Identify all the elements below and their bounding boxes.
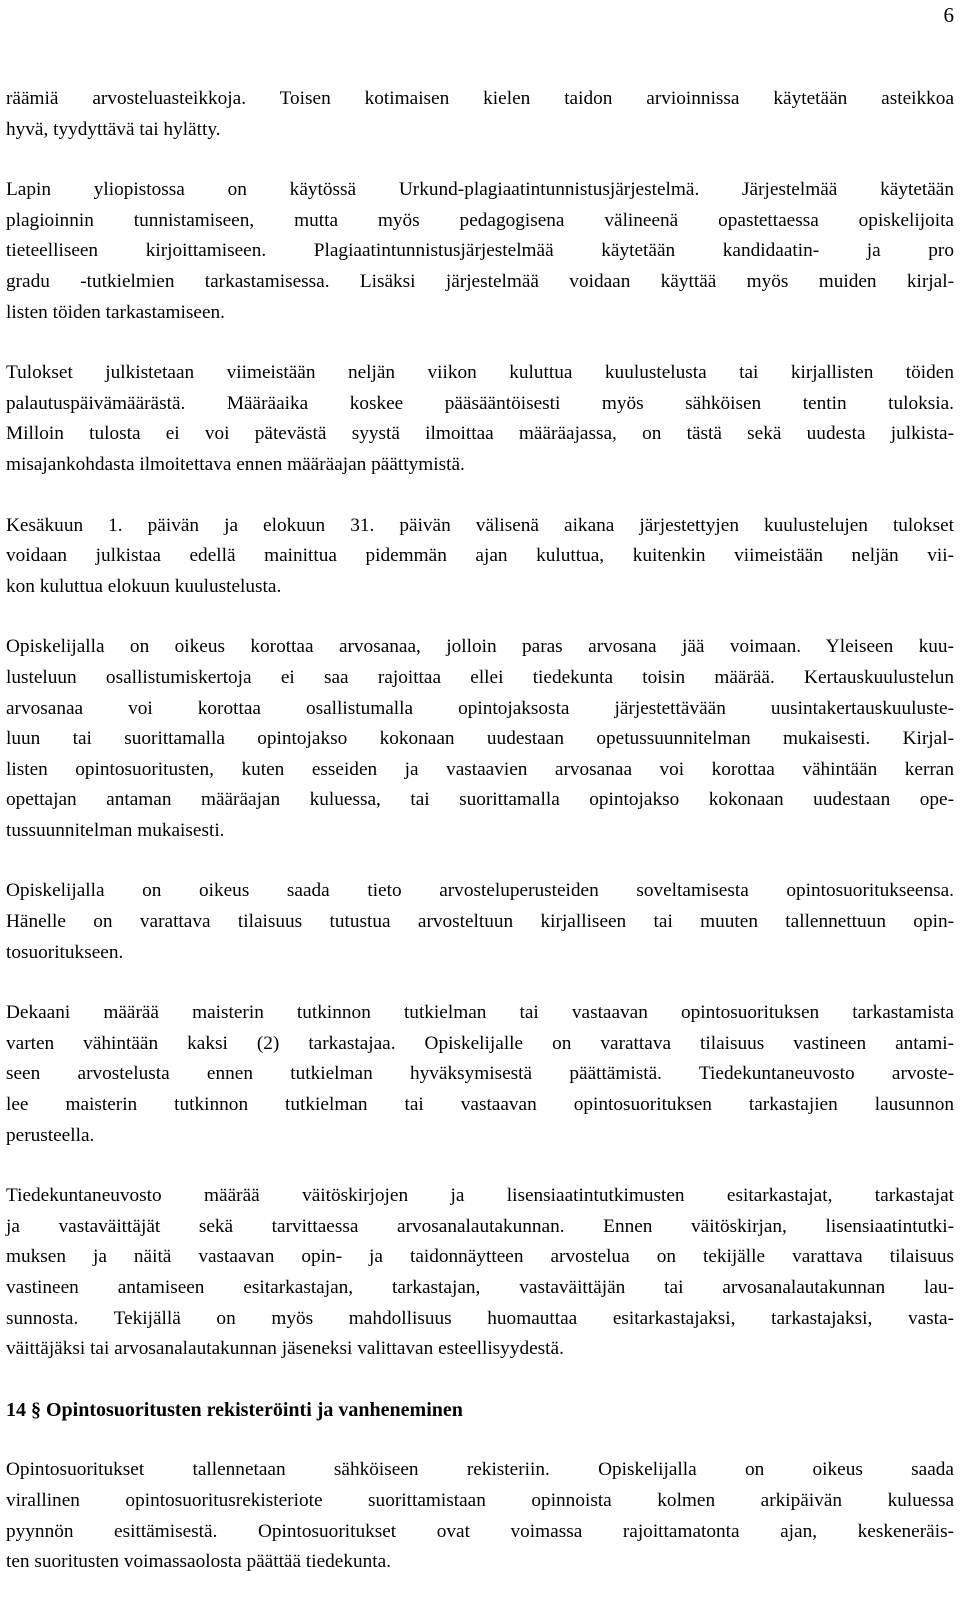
text-line: listen opintosuoritusten, kuten esseiden ja vastaavien arvosanaa voi korottaa vähintään kerran bbox=[6, 758, 954, 780]
text-line: Hänelle on varattava tilaisuus tutustua arvosteltuun kirjalliseen tai muuten tallennettuun opin- bbox=[6, 911, 954, 933]
text-line: väittäjäksi tai arvosanalautakunnan jäseneksi valittavan esteellisyydestä. bbox=[6, 1338, 564, 1360]
paragraph-grading-scales bbox=[6, 84, 954, 145]
text-line: Opintosuoritukset tallennetaan sähköiseen rekisteriin. Opiskelijalla on oikeus saada bbox=[6, 1459, 954, 1481]
paragraph-dissertation-examiners bbox=[6, 1181, 954, 1365]
text-line: perusteella. bbox=[6, 1124, 95, 1146]
text-line: Tulokset julkistetaan viimeistään neljän viikon kuluttua kuulustelusta tai kirjallisten töiden bbox=[6, 362, 954, 384]
text-line: Tiedekuntaneuvosto määrää väitöskirjojen ja lisensiaatintutkimusten esitarkastajat, tarkastajat bbox=[6, 1185, 954, 1207]
text-line: Dekaani määrää maisterin tutkinnon tutkielman tai vastaavan opintosuorituksen tarkastamista bbox=[6, 1002, 954, 1024]
text-line: voidaan julkistaa edellä mainittua pidemmän ajan kuluttua, kuitenkin viimeistään neljän vii- bbox=[6, 545, 954, 567]
text-line: plagioinnin tunnistamiseen, mutta myös pedagogisena välineenä opastettaessa opiskelijoita bbox=[6, 209, 954, 231]
text-line: seen arvostelusta ennen tutkielman hyväksymisestä päättämistä. Tiedekuntaneuvosto arvoste- bbox=[6, 1063, 954, 1085]
text-line: kon kuluttua elokuun kuulustelusta. bbox=[6, 575, 282, 597]
text-line: Opiskelijalla on oikeus korottaa arvosanaa, jolloin paras arvosana jää voimaan. Yleiseen kuu- bbox=[6, 636, 954, 658]
section-heading: 14 § Opintosuoritusten rekisteröinti ja vanheneminen bbox=[6, 1398, 463, 1421]
paragraph-grade-improvement bbox=[6, 632, 954, 846]
text-line: opettajan antaman määräajan kuluessa, tai suorittamalla opintojakso kokonaan uudestaan ope- bbox=[6, 789, 954, 811]
text-line: sunnosta. Tekijällä on myös mahdollisuus huomauttaa esitarkastajaksi, tarkastajaksi, vasta- bbox=[6, 1307, 954, 1329]
text-line: tosuoritukseen. bbox=[6, 941, 124, 963]
text-line: arvosanaa voi korottaa osallistumalla opintojaksosta järjestettävään uusintakertauskuuluste- bbox=[6, 697, 954, 719]
text-line: räämiä arvosteluasteikkoja. Toisen kotimaisen kielen taidon arvioinnissa käytetään asteikkoa bbox=[6, 88, 954, 109]
paragraph-registration bbox=[6, 1455, 954, 1577]
text-line: Opiskelijalla on oikeus saada tieto arvosteluperusteiden soveltamisesta opintosuoritukseensa. bbox=[6, 880, 954, 902]
text-line: ten suoritusten voimassaolosta päättää tiedekunta. bbox=[6, 1551, 391, 1573]
document-body bbox=[6, 84, 954, 1608]
text-line: luun tai suorittamalla opintojakso kokonaan uudestaan opetussuunnitelman mukaisesti. Kirjal- bbox=[6, 728, 954, 750]
text-line: vastineen antamiseen esitarkastajan, tarkastajan, vastaväittäjän tai arvosanalautakunnan lau- bbox=[6, 1277, 954, 1298]
paragraph-thesis-examiners bbox=[6, 998, 954, 1151]
paragraph-plagiarism-system bbox=[6, 175, 954, 328]
text-line: gradu -tutkielmien tarkastamisessa. Lisäksi järjestelmää voidaan käyttää myös muiden kirjal- bbox=[6, 270, 954, 292]
text-line: misajankohdasta ilmoitettava ennen määräajan päättymistä. bbox=[6, 453, 465, 475]
text-line: tieteelliseen kirjoittamiseen. Plagiaatintunnistusjärjestelmää käytetään kandidaatin- ja pro bbox=[6, 240, 954, 262]
page-number: 6 bbox=[943, 3, 954, 27]
text-line: palautuspäivämäärästä. Määräaika koskee pääsääntöisesti myös sähköisen tentin tuloksia. bbox=[6, 392, 954, 414]
paragraph-summer-results bbox=[6, 511, 954, 603]
paragraph-grading-criteria bbox=[6, 876, 954, 968]
text-line: virallinen opintosuoritusrekisteriote suorittamistaan opinnoista kolmen arkipäivän kuluessa bbox=[6, 1489, 954, 1511]
text-line: Lapin yliopistossa on käytössä Urkund-plagiaatintunnistusjärjestelmä. Järjestelmää käytetään bbox=[6, 179, 954, 201]
text-line: tussuunnitelman mukaisesti. bbox=[6, 819, 225, 841]
text-line: pyynnön esittämisestä. Opintosuoritukset ovat voimassa rajoittamatonta ajan, keskeneräis- bbox=[6, 1520, 954, 1542]
paragraph-results-publication bbox=[6, 358, 954, 480]
text-line: Milloin tulosta ei voi pätevästä syystä ilmoittaa määräajassa, on tästä sekä uudesta julkista- bbox=[6, 423, 954, 445]
text-line: varten vähintään kaksi (2) tarkastajaa. Opiskelijalle on varattava tilaisuus vastineen antami- bbox=[6, 1032, 954, 1054]
text-line: lusteluun osallistumiskertoja ei saa rajoittaa ellei tiedekunta toisin määrää. Kertauskuulustelun bbox=[6, 666, 954, 688]
text-line: muksen ja näitä vastaavan opin- ja taidonnäytteen arvostelua on tekijälle varattava tilaisuus bbox=[6, 1246, 954, 1268]
text-line: listen töiden tarkastamiseen. bbox=[6, 301, 225, 323]
text-line: Kesäkuun 1. päivän ja elokuun 31. päivän välisenä aikana järjestettyjen kuulustelujen tulokset bbox=[6, 514, 954, 536]
text-line: hyvä, tyydyttävä tai hylätty. bbox=[6, 118, 221, 140]
text-line: ja vastaväittäjät sekä tarvittaessa arvosanalautakunnan. Ennen väitöskirjan, lisensiaatintutki- bbox=[6, 1215, 954, 1237]
text-line: lee maisterin tutkinnon tutkielman tai vastaavan opintosuorituksen tarkastajien lausunnon bbox=[6, 1094, 954, 1116]
